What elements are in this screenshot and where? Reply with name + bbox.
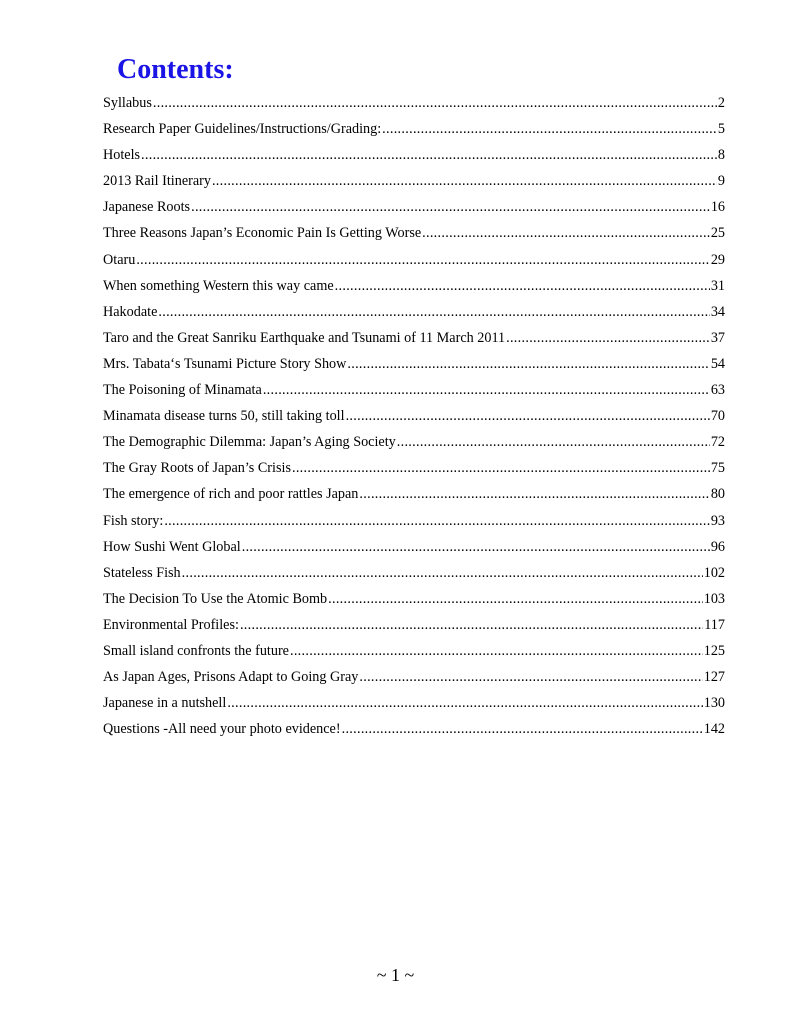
dot-leader (141, 142, 717, 168)
dot-leader (242, 534, 710, 560)
toc-entry-label: Japanese in a nutshell (103, 695, 227, 712)
toc-entry[interactable] (103, 481, 725, 507)
toc-entry[interactable] (103, 638, 725, 664)
toc-entry[interactable] (103, 690, 725, 716)
toc-entry-label: How Sushi Went Global (103, 538, 241, 555)
toc-entry-page-number: 25 (710, 225, 725, 242)
toc-entry[interactable] (103, 508, 725, 534)
dot-leader (397, 429, 710, 455)
toc-entry-page-number: 5 (717, 121, 725, 138)
dot-leader (263, 377, 710, 403)
toc-entry-label: Three Reasons Japan’s Economic Pain Is Getting Worse (103, 225, 422, 242)
toc-entry[interactable] (103, 351, 725, 377)
toc-entry-page-number: 125 (703, 642, 725, 659)
toc-entry-page-number: 37 (710, 329, 725, 346)
toc-entry-page-number: 93 (710, 512, 725, 529)
toc-entry[interactable] (103, 116, 725, 142)
toc-entry-page-number: 142 (703, 721, 725, 738)
toc-entry-page-number: 34 (710, 303, 725, 320)
toc-entry-page-number: 103 (703, 590, 725, 607)
toc-entry-label: The Demographic Dilemma: Japan’s Aging Society (103, 434, 396, 451)
toc-entry-label: When something Western this way came (103, 277, 334, 294)
toc-entry-label: The emergence of rich and poor rattles Japan (103, 486, 359, 503)
dot-leader (359, 664, 702, 690)
dot-leader (328, 586, 703, 612)
toc-entry-page-number: 117 (704, 616, 725, 633)
toc-entry[interactable] (103, 455, 725, 481)
toc-entry[interactable] (103, 142, 725, 168)
toc-entry-page-number: 16 (710, 199, 725, 216)
toc-list (103, 90, 725, 742)
toc-entry[interactable] (103, 194, 725, 220)
toc-entry-page-number: 9 (717, 173, 725, 190)
toc-entry[interactable] (103, 429, 725, 455)
dot-leader (506, 325, 710, 351)
toc-entry-label: Small island confronts the future (103, 642, 289, 659)
dot-leader (158, 299, 709, 325)
toc-entry[interactable] (103, 560, 725, 586)
toc-entry-page-number: 54 (710, 355, 725, 372)
toc-entry-label: Syllabus (103, 95, 152, 111)
toc-entry-page-number: 63 (710, 382, 725, 399)
toc-entry-page-number: 72 (710, 434, 725, 451)
dot-leader (382, 116, 717, 142)
page-footer: ~ 1 ~ (376, 965, 415, 985)
dot-leader (346, 403, 710, 429)
toc-entry[interactable] (103, 716, 725, 742)
toc-entry-label: The Poisoning of Minamata (103, 382, 262, 399)
toc-entry-label: Minamata disease turns 50, still taking toll (103, 408, 345, 425)
toc-entry-label: The Gray Roots of Japan’s Crisis (103, 460, 291, 477)
toc-entry-label: Hakodate (103, 303, 158, 320)
toc-entry-label: Research Paper Guidelines/Instructions/Grading: (103, 121, 382, 138)
toc-entry-label: Japanese Roots (103, 199, 191, 216)
toc-entry-page-number: 130 (703, 695, 725, 712)
toc-entry-page-number: 8 (717, 147, 725, 164)
toc-entry[interactable] (103, 168, 725, 194)
toc-entry-label: Hotels (103, 147, 141, 164)
toc-entry[interactable] (103, 325, 725, 351)
toc-entry-page-number: 75 (710, 460, 725, 477)
dot-leader (422, 220, 710, 246)
toc-entry[interactable] (103, 403, 725, 429)
toc-entry-label: As Japan Ages, Prisons Adapt to Going Gray (103, 669, 359, 686)
toc-entry[interactable] (103, 90, 725, 116)
toc-entry-label: Environmental Profiles: (103, 616, 239, 633)
toc-entry[interactable] (103, 534, 725, 560)
toc-entry-page-number: 80 (710, 486, 725, 503)
toc-entry-page-number: 102 (703, 564, 725, 581)
dot-leader (136, 247, 710, 273)
toc-entry-page-number: 127 (703, 669, 725, 686)
toc-entry-page-number: 96 (710, 538, 725, 555)
dot-leader (359, 481, 709, 507)
dot-leader (240, 612, 703, 638)
dot-leader (191, 194, 710, 220)
toc-entry-label: 2013 Rail Itinerary (103, 173, 211, 190)
toc-entry-page-number: 31 (710, 277, 725, 294)
toc-entry[interactable] (103, 377, 725, 403)
dot-leader (335, 273, 710, 299)
toc-entry[interactable] (103, 247, 725, 273)
toc-entry[interactable] (103, 220, 725, 246)
toc-entry[interactable] (103, 586, 725, 612)
toc-entry[interactable] (103, 299, 725, 325)
toc-entry[interactable] (103, 664, 725, 690)
toc-entry-label: Stateless Fish (103, 564, 181, 581)
dot-leader (164, 508, 710, 534)
dot-leader (347, 351, 709, 377)
toc-entry-label: Fish story: (103, 512, 164, 529)
toc-entry[interactable] (103, 273, 725, 299)
dot-leader (292, 455, 710, 481)
toc-entry-label: Taro and the Great Sanriku Earthquake and Tsunami of 11 March 2011 (103, 329, 506, 346)
toc-entry-label: Questions -All need your photo evidence! (103, 721, 341, 738)
toc-entry-page-number: 2 (717, 95, 725, 111)
toc-entry-label: Mrs. Tabata‘s Tsunami Picture Story Show (103, 355, 347, 372)
toc-title: Contents: (117, 54, 234, 85)
toc-entry-label: Otaru (103, 251, 136, 268)
dot-leader (342, 716, 703, 742)
toc-entry-page-number: 29 (710, 251, 725, 268)
dot-leader (212, 168, 717, 194)
dot-leader (227, 690, 702, 716)
toc-entry[interactable] (103, 612, 725, 638)
dot-leader (182, 560, 703, 586)
dot-leader (290, 638, 703, 664)
toc-entry-page-number: 70 (710, 408, 725, 425)
dot-leader (153, 90, 717, 116)
toc-entry-label: The Decision To Use the Atomic Bomb (103, 590, 328, 607)
